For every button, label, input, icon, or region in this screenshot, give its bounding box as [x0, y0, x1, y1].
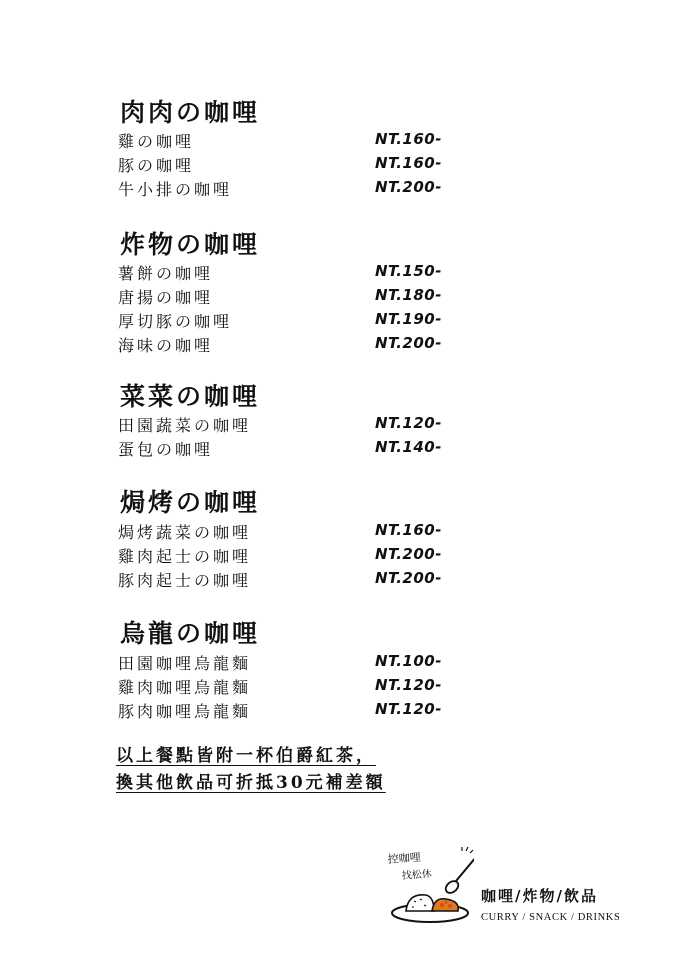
menu-item-name: 豚の咖哩 — [118, 156, 195, 175]
menu-item-name: 海味の咖哩 — [118, 336, 214, 355]
curry-sauce — [432, 899, 458, 911]
menu-item-price: NT.160- — [375, 521, 442, 539]
menu-item-price: NT.120- — [375, 414, 442, 432]
section-title-veggie: 菜菜の咖哩 — [120, 382, 261, 411]
sparkle-marks — [462, 847, 473, 853]
menu-item-name: 蛋包の咖哩 — [118, 440, 214, 459]
menu-item-price: NT.200- — [375, 545, 442, 563]
menu-item-name: 田園咖哩烏龍麵 — [118, 654, 252, 673]
brand-tagline-cn: 咖哩/炸物/飲品 — [481, 887, 598, 905]
spoon-handle — [456, 857, 474, 881]
menu-item-name: 薯餅の咖哩 — [118, 264, 214, 283]
menu-item-price: NT.200- — [375, 178, 442, 196]
menu-item-name: 唐揚の咖哩 — [118, 288, 214, 307]
menu-item-name: 雞の咖哩 — [118, 132, 195, 151]
logo-text-line1: 控咖哩 — [387, 850, 422, 866]
note-line-2: 換其他飲品可折抵30元補差額 — [116, 773, 386, 793]
menu-item-price: NT.160- — [375, 154, 442, 172]
menu-item-name: 豚肉咖哩烏龍麵 — [118, 702, 252, 721]
curry-plate-logo — [384, 845, 474, 925]
menu-item-price: NT.180- — [375, 286, 442, 304]
section-title-udon: 烏龍の咖哩 — [120, 619, 261, 648]
menu-item-price: NT.150- — [375, 262, 442, 280]
section-title-fried: 炸物の咖哩 — [120, 230, 261, 259]
menu-item-name: 雞肉咖哩烏龍麵 — [118, 678, 252, 697]
menu-item-price: NT.200- — [375, 569, 442, 587]
section-title-baked: 焗烤の咖哩 — [120, 488, 261, 517]
menu-item-price: NT.140- — [375, 438, 442, 456]
menu-item-price: NT.160- — [375, 130, 442, 148]
menu-item-name: 田園蔬菜の咖哩 — [118, 416, 252, 435]
brand-tagline-en: CURRY / SNACK / DRINKS — [481, 912, 621, 923]
logo-text-line2: 找松休 — [401, 868, 433, 882]
rice-mound — [406, 895, 434, 911]
menu-item-price: NT.120- — [375, 676, 442, 694]
note-line-1: 以上餐點皆附一杯伯爵紅茶， — [116, 746, 376, 766]
menu-item-price: NT.190- — [375, 310, 442, 328]
section-title-meat: 肉肉の咖哩 — [120, 98, 261, 127]
spoon-bowl — [443, 879, 460, 896]
menu-item-price: NT.120- — [375, 700, 442, 718]
menu-item-price: NT.200- — [375, 334, 442, 352]
menu-item-name: 焗烤蔬菜の咖哩 — [118, 523, 252, 542]
menu-item-name: 雞肉起士の咖哩 — [118, 547, 252, 566]
menu-item-name: 豚肉起士の咖哩 — [118, 571, 252, 590]
menu-item-price: NT.100- — [375, 652, 442, 670]
menu-item-name: 牛小排の咖哩 — [118, 180, 233, 199]
menu-item-name: 厚切豚の咖哩 — [118, 312, 233, 331]
